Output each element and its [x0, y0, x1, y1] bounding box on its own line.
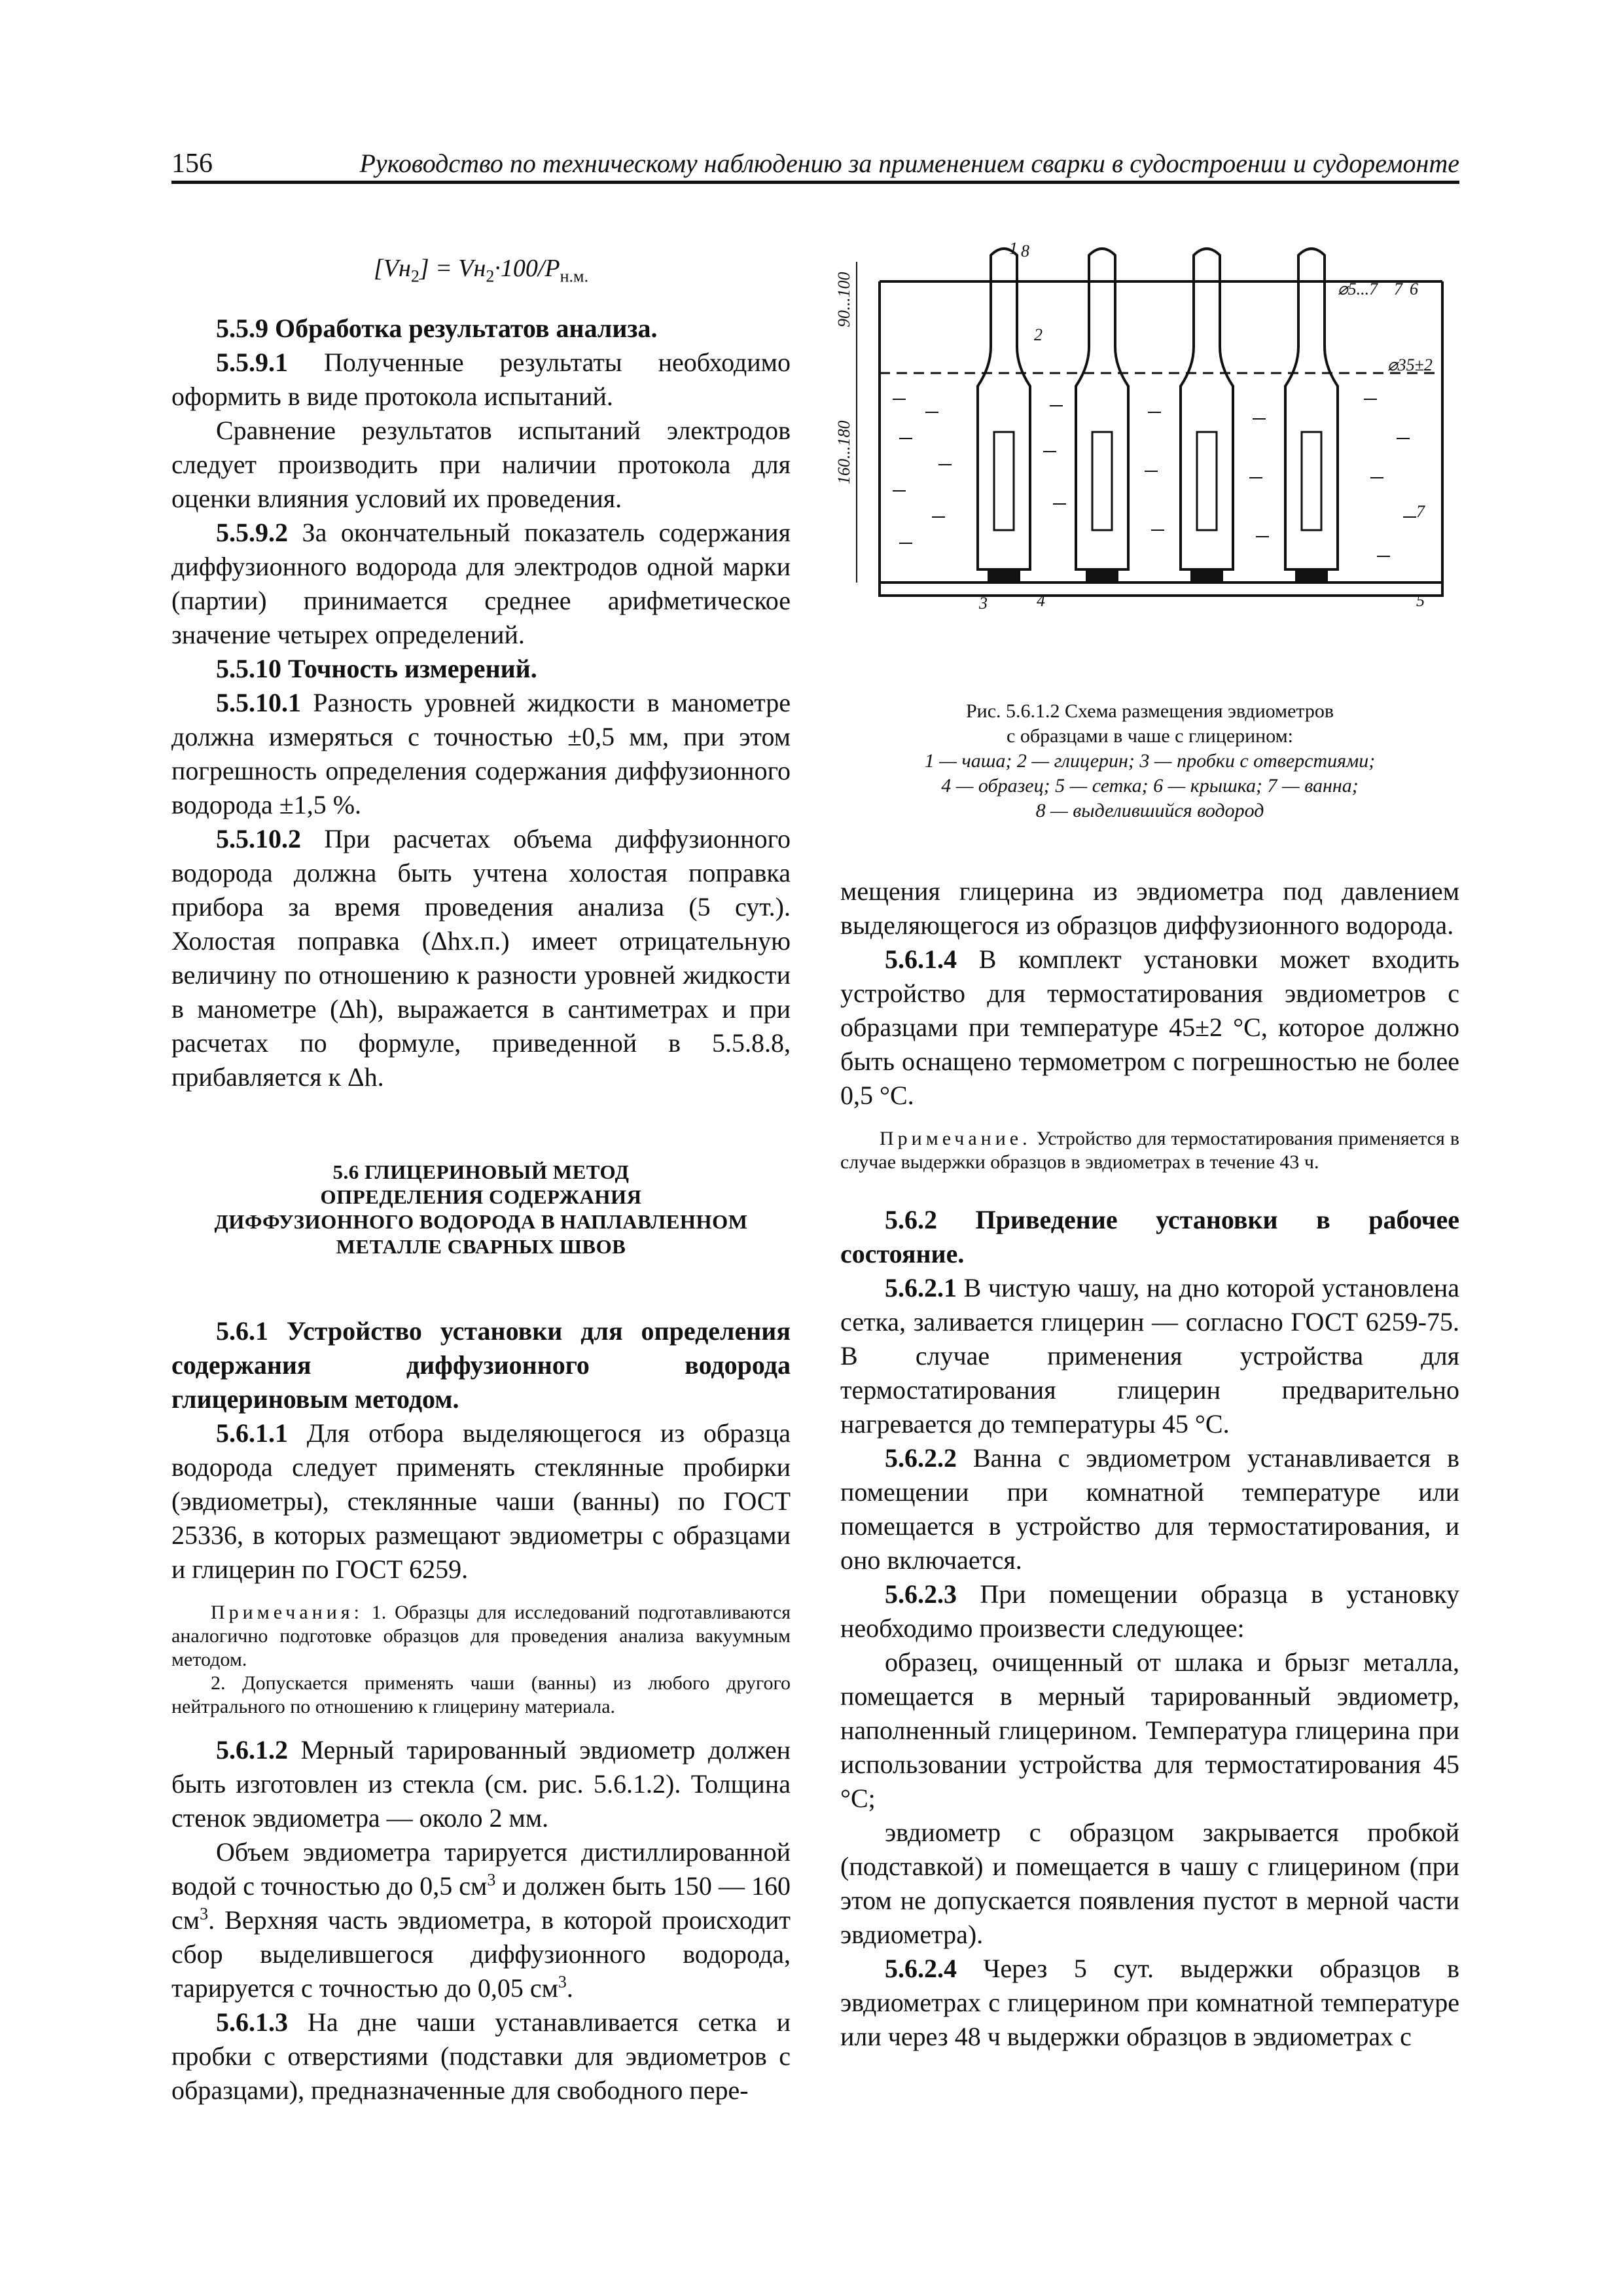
note-1: Примечания: 1. Образцы для исследований подготавливаются аналогично подготовке образцов для проведения анализа вакуумным методом.: [171, 1602, 791, 1670]
note-2: 2. Допускается применять чаши (ванны) из любого другого нейтрального по отношению к глицерину материала.: [171, 1672, 791, 1717]
label-6: 6: [1410, 279, 1418, 298]
paragraph-5-6-1-1: 5.6.1.1 Для отбора выделяющегося из образца водорода следует применять стеклянные пробирки (эвдиометры), стеклянные чаши (ванны) по ГОСТ 25336, в которых размещают эвдиометры с образцами и глицерин по ГОСТ 6259.: [171, 1418, 791, 1584]
bath-outline: [880, 281, 1442, 596]
paragraph-5-6-2-1: 5.6.2.1 В чистую чашу, на дно которой установлена сетка, заливается глицерин — согласно ГОСТ 6259-75. В случае применения устройства для термостатирования глицерин предварительно нагревается до температуры 45 °С.: [840, 1273, 1459, 1439]
paragraph-sample: образец, очищенный от шлака и брызг металла, помещается в мерный тарированный эвдиометр, наполненный глицерином. Температура глицерина при использовании устройства для термостатирования 45 °С;: [840, 1647, 1459, 1813]
paragraph-5-6-1-2: 5.6.1.2 Мерный тарированный эвдиометр должен быть изготовлен из стекла (см. рис. 5.6.1.2). Толщина стенок эвдиометра — около 2 мм.: [171, 1735, 791, 1833]
heading-5-6-2: 5.6.2 Приведение установки в рабочее состояние.: [840, 1205, 1459, 1268]
eudiometer-4: [1285, 249, 1338, 569]
label-7: 7: [1416, 502, 1425, 521]
eudiometers: [978, 249, 1338, 569]
paragraph-5-5-10-2: 5.5.10.2 При расчетах объема диффузионного водорода должна быть учтена холостая поправка прибора за время проведения анализа (5 сут.). Холостая поправка (Δhх.п.) имеет отрицательную величину по отношению к разности уровней жидкости в манометре (Δh), выражается в сантиметрах и при расчетах по формуле, приведенной в 5.5.8.8, прибавляется к Δh.: [171, 824, 791, 1092]
label-1: 1: [1009, 239, 1018, 258]
paragraph-5-5-9-2: 5.5.9.2 За окончательный показатель содержания диффузионного водорода для электродов одной марки (партии) принимается среднее арифметическое значение четырех определений.: [171, 518, 791, 649]
eudiometer-1: [978, 249, 1030, 569]
label-5: 5: [1416, 591, 1425, 610]
figure-caption: Рис. 5.6.1.2 Схема размещения эвдиометров с образцами в чаше с глицерином: 1 — чаша; 2 — глицерин; 3 — пробки с отверстиями; 4 — образец; 5 — сетка; 6 — крышка; 7 — ванна; 8 — выделившийся водород: [924, 700, 1376, 821]
eudiometer-figure: [834, 239, 1459, 613]
right-column: [840, 874, 1459, 2054]
paragraph-continuation: мещения глицерина из эвдиометра под давлением выделяющегося из образцов диффузионного водорода.: [840, 876, 1459, 940]
label-2: 2: [1034, 325, 1043, 344]
eudiometer-3: [1181, 249, 1233, 569]
heading-5-6-1: 5.6.1 Устройство установки для определения содержания диффузионного водорода глицериновым методом.: [171, 1316, 791, 1414]
formula: $[Vн_2] = Vн_2\cdot 100/P_{н.м.}$: [373, 255, 588, 286]
note-thermostat: Примечание. Устройство для термостатирования применяется в случае выдержки образцов в эвдиометрах в течение 43 ч.: [840, 1128, 1459, 1173]
running-title: Руководство по техническому наблюдению за применением сварки в судостроении и судоремонте: [359, 149, 1459, 178]
samples: [994, 432, 1321, 530]
paragraph-5-6-2-2: 5.6.2.2 Ванна с эвдиометром устанавливается в помещении при комнатной температуре или помещается в устройство для термостатирования, и оно включается.: [840, 1443, 1459, 1575]
label-8: 8: [1021, 242, 1029, 260]
paragraph-eudiometer: эвдиометр с образцом закрывается пробкой (подставкой) и помещается в чашу с глицерином (при этом не допускается появления пустот в мерной части эвдиометра).: [840, 1818, 1459, 1949]
paragraph-5-6-1-4: 5.6.1.4 В комплект установки может входить устройство для термостатирования эвдиометров с образцами при температуре 45±2 °С, которое должно быть оснащено термометром с погрешностью не более 0,5 °С.: [840, 944, 1459, 1110]
label-3: 3: [979, 594, 988, 613]
diameter-small-label: ⌀5...7: [1338, 279, 1378, 298]
paragraph-compare: Сравнение результатов испытаний электродов следует производить при наличии протокола для оценки влияния условий их проведения.: [171, 416, 791, 513]
paragraph-volume: Объем эвдиометра тарируется дистиллированной водой с точностью до 0,5 $см^3$ и должен быть 150 — 160 $см^3$. Верхняя часть эвдиометра, в которой происходит сбор выделившегося диффузионного водорода, тарируется с точностью до 0,05 $см^3$.: [171, 1837, 791, 2003]
heading-5-5-10: 5.5.10 Точность измерений.: [216, 654, 537, 683]
dim-bottom-label: 160...180: [834, 420, 853, 484]
left-column: [171, 236, 791, 2108]
eudiometer-2: [1076, 249, 1128, 569]
heading-5-5-9: 5.5.9 Обработка результатов анализа.: [216, 314, 658, 343]
eudiometer-diagram: [834, 239, 1459, 613]
paragraph-5-6-2-4: 5.6.2.4 Через 5 сут. выдержки образцов в эвдиометрах с глицерином при комнатной температуре или через 48 ч выдержки образцов в эвдиометрах с: [840, 1954, 1459, 2051]
dim-top-label: 90...100: [834, 272, 853, 327]
paragraph-5-5-10-1: 5.5.10.1 Разность уровней жидкости в манометре должна измеряться с точностью ±0,5 мм, при этом погрешность определения содержания диффузионного водорода ±1,5 %.: [171, 688, 791, 819]
stands: [988, 569, 1328, 583]
paragraph-5-6-2-3: 5.6.2.3 При помещении образца в установку необходимо произвести следующее:: [840, 1579, 1459, 1643]
page-number: 156: [171, 149, 213, 179]
paragraph-5-6-1-3: 5.6.1.3 На дне чаши устанавливается сетка и пробки с отверстиями (подставки для эвдиометров с образцами), предназначенные для свободного пере-: [171, 2007, 791, 2105]
paragraph-5-5-9-1: 5.5.9.1 Полученные результаты необходимо оформить в виде протокола испытаний.: [171, 348, 791, 411]
page-header: [171, 148, 1459, 184]
label-4: 4: [1037, 591, 1045, 610]
diameter-large-label: ⌀35±2: [1387, 355, 1433, 374]
label-7-top: 7: [1394, 279, 1402, 298]
section-5-6-title: 5.6 ГЛИЦЕРИНОВЫЙ МЕТОД ОПРЕДЕЛЕНИЯ СОДЕРЖАНИЯ ДИФФУЗИОННОГО ВОДОРОДА В НАПЛАВЛЕННОМ МЕТАЛЛЕ СВАРНЫХ ШВОВ: [214, 1160, 748, 1258]
